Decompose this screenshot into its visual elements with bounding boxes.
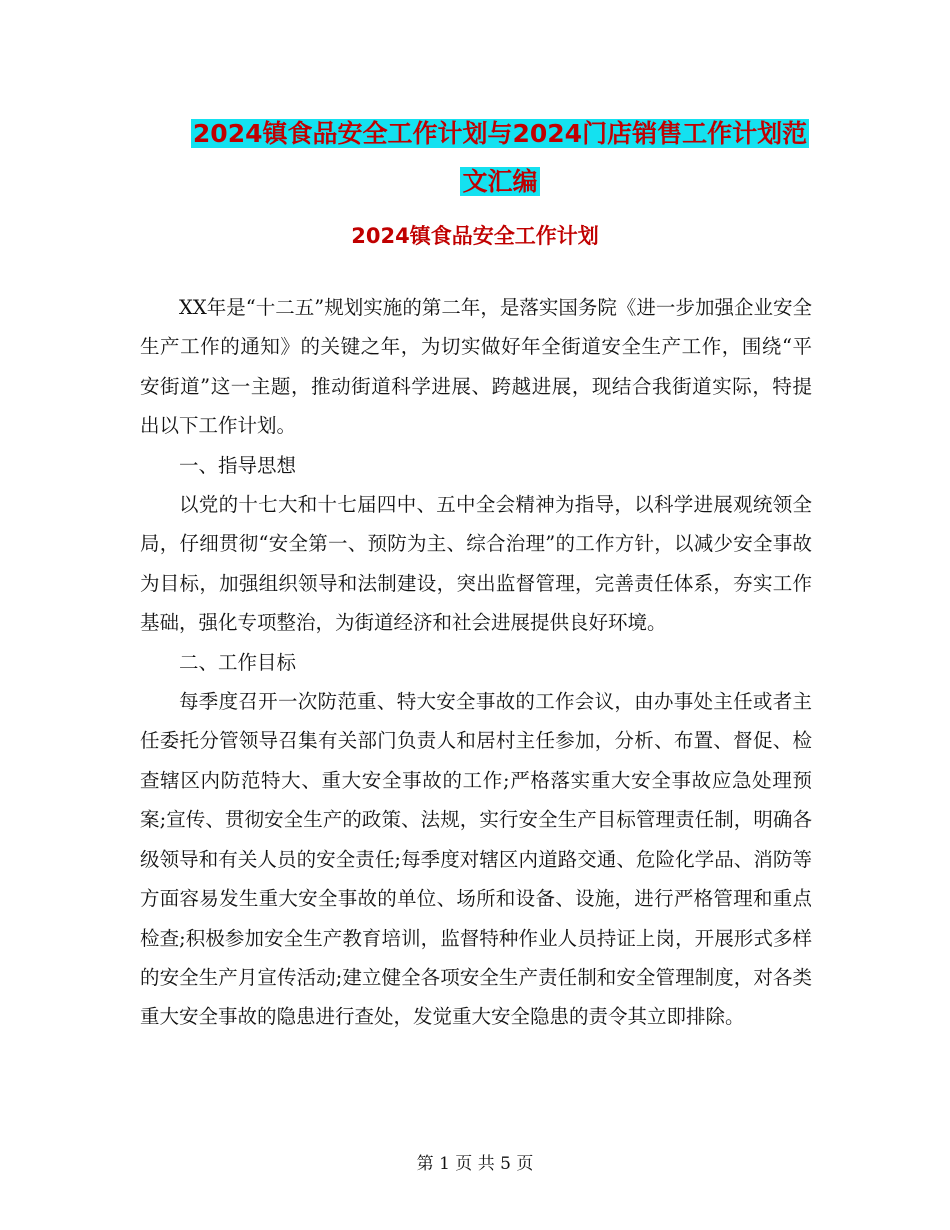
heading-work-goals: 二、工作目标 bbox=[179, 650, 297, 674]
document-title-line-1: 2024镇食品安全工作计划与2024门店销售工作计划范 bbox=[192, 119, 808, 148]
paragraph-work-goals: 每季度召开一次防范重、特大安全事故的工作会议，由办事处主任或者主任委托分管领导召集有关部门负责人和居村主任参加，分析、布置、督促、检查辖区内防范特大、重大安全事故的工作;严格落实重大安全事故应急处理预案;宣传、贯彻安全生产的政策、法规，实行安全生产目标管理责任制，明确各级领导和有关人员的安全责任;每季度对辖区内道路交通、危险化学品、消防等方面容易发生重大安全事故的单位、场所和设备、设施，进行严格管理和重点检查;积极参加安全生产教育培训，监督特种作业人员持证上岗，开展形式多样的安全生产月宣传活动;建立健全各项安全生产责任制和安全管理制度，对各类重大安全事故的隐患进行查处，发觉重大安全隐患的责令其立即排除。 bbox=[140, 690, 812, 1029]
body-text bbox=[140, 288, 812, 1037]
page-footer: 第 1 页 共 5 页 bbox=[416, 1154, 534, 1174]
paragraph-guiding-ideology: 以党的十七大和十七届四中、五中全会精神为指导，以科学进展观统领全局，仔细贯彻“安全第一、预防为主、综合治理”的工作方针，以减少安全事故为目标，加强组织领导和法制建设，突出监督管理，完善责任体系，夯实工作基础，强化专项整治，为街道经济和社会进展提供良好环境。 bbox=[140, 493, 812, 635]
section-title: 2024镇食品安全工作计划 bbox=[351, 224, 599, 248]
paragraph-intro: XX年是“十二五”规划实施的第二年，是落实国务院《进一步加强企业安全生产工作的通知》的关键之年，为切实做好年全街道安全生产工作，围绕“平安街道”这一主题，推动街道科学进展、跨越进展，现结合我街道实际，特提出以下工作计划。 bbox=[140, 296, 812, 438]
heading-guiding-ideology: 一、指导思想 bbox=[179, 453, 297, 477]
document-title bbox=[120, 110, 880, 206]
document-title-line-2: 文汇编 bbox=[462, 167, 538, 196]
